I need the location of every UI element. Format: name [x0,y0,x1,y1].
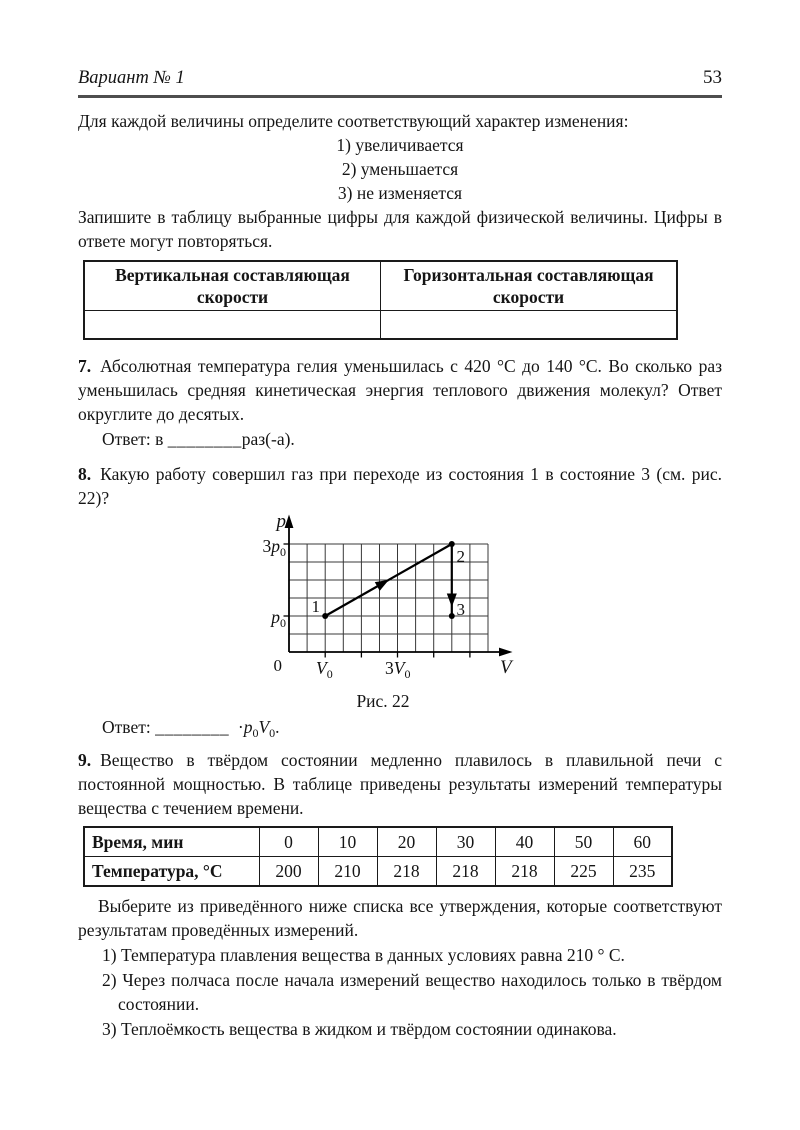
answer-line-8 [102,715,722,739]
temperature-value: 225 [554,857,613,887]
y-axis-label: p [276,511,286,532]
answer-7-blank: ________ [167,429,242,449]
change-option-2: 2) уменьшается [341,159,459,179]
x-tick-v0: $V_0$ [316,658,333,681]
melting-table [83,826,673,887]
answer-8-label: Ответ: [102,717,151,737]
y-tick-3p0: $3p_0$ [262,536,286,559]
x-axis-label: V [500,657,512,678]
problem-9-text: Вещество в твёрдом состоянии медленно плавилось в плавильной печи с постоянной мощностью. В таблице приведены результаты измерений температуры вещества с течением времени. [78,750,722,818]
answer-line-7 [102,427,722,451]
velocity-table [83,260,678,340]
velocity-table-answer-row [84,311,677,340]
state-point-2 [449,541,455,547]
problem-8-text: Какую работу совершил газ при переходе из состояния 1 в состояние 3 (см. рис. 22)? [78,464,722,508]
melting-table-temperature-row [84,857,672,887]
point-label-1: 1 [311,597,320,616]
pv-diagram [240,510,530,687]
change-option-3: 3) не изменяется [337,183,463,203]
x-axis-arrowhead [499,648,513,657]
velocity-table-answer-cell-vertical [84,311,381,340]
origin-label: 0 [273,656,282,675]
temperature-value: 235 [613,857,672,887]
state-point-3 [449,613,455,619]
temperature-value: 218 [436,857,495,887]
problem-7 [78,354,722,426]
velocity-table-header-row [84,261,677,311]
x-tick-3v0: $3V_0$ [385,658,411,681]
temperature-value: 200 [259,857,318,887]
temperature-value: 218 [377,857,436,887]
velocity-table-header-vertical: Вертикальная составляющая скорости [84,261,381,311]
time-value: 40 [495,827,554,857]
time-value: 30 [436,827,495,857]
answer-8-blank: ________ [155,717,230,737]
statement-2: 2) Через полчаса после начала измерений вещество находилось только в твёрдом состоянии. [102,970,722,1014]
process-arrow-1-2 [375,575,392,590]
point-label-3: 3 [456,600,465,619]
statement-1: 1) Температура плавления вещества в данных условиях равна 210 ° C. [102,945,625,965]
state-point-1 [322,613,328,619]
variant-title: Вариант № 1 [78,68,185,88]
page-number: 53 [703,67,722,88]
time-value: 0 [259,827,318,857]
answer-8-unit: $\cdot p_0V_0$. [237,717,280,740]
answer-7-label: Ответ: в [102,429,164,449]
point-label-2: 2 [456,547,465,566]
intro-prompt: Для каждой величины определите соответствующий характер изменения: [78,111,629,131]
velocity-table-header-horizontal: Горизонтальная составляющая скорости [381,261,678,311]
melting-table-time-row [84,827,672,857]
temperature-value: 218 [495,857,554,887]
problem-7-number: 7. [78,356,92,376]
time-value: 20 [377,827,436,857]
page-header [78,66,722,98]
figure-caption: Рис. 22 [356,691,410,711]
problem-8 [78,462,722,510]
change-option-1: 1) увеличивается [336,135,464,155]
process-arrow-2-3 [447,594,457,608]
temperature-row-label: Температура, °C [84,857,259,887]
time-value: 50 [554,827,613,857]
time-row-label: Время, мин [84,827,259,857]
intro-note: Запишите в таблицу выбранные цифры для каждой физической величины. Цифры в ответе могут повторяться. [78,207,722,251]
problem-7-text: Абсолютная температура гелия уменьшилась с 420 °C до 140 °C. Во сколько раз уменьшилась средняя кинетическая энергия теплового движения молекул? Ответ округлите до десятых. [78,356,722,424]
temperature-value: 210 [318,857,377,887]
statement-3: 3) Теплоёмкость вещества в жидком и твёрдом состоянии одинакова. [102,1019,617,1039]
velocity-table-answer-cell-horizontal [381,311,678,340]
time-value: 60 [613,827,672,857]
problem-8-number: 8. [78,464,92,484]
time-value: 10 [318,827,377,857]
problem-9-number: 9. [78,750,92,770]
y-tick-p0: $p_0$ [271,607,286,630]
select-prompt: Выберите из приведённого ниже списка все утверждения, которые соответствуют результатам проведённых измерений. [78,896,722,940]
answer-7-suffix: раз(-а). [241,429,295,449]
problem-9 [78,748,722,820]
